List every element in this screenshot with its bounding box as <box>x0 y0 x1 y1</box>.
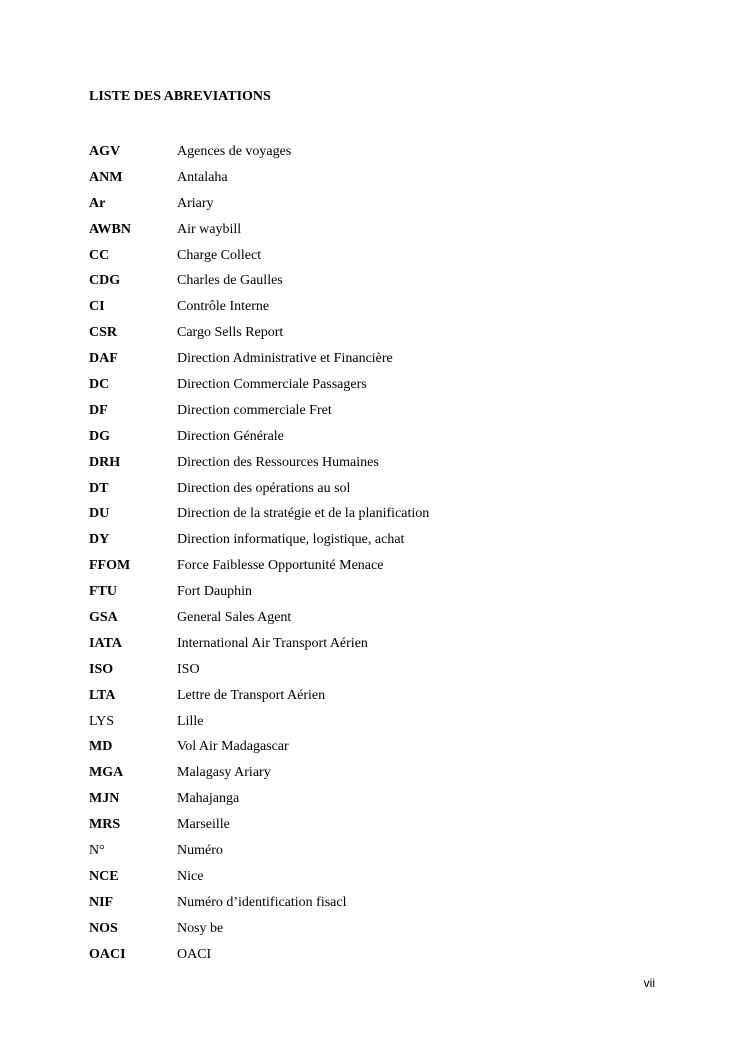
abbreviation-meaning: Nosy be <box>177 920 224 936</box>
abbreviation-code: CC <box>89 247 110 263</box>
abbreviation-meaning: Cargo Sells Report <box>177 325 284 341</box>
abbreviation-meaning: Direction Administrative et Financière <box>177 351 393 367</box>
abbreviation-meaning: Direction Générale <box>177 428 284 444</box>
abbreviation-code: DY <box>89 532 110 548</box>
abbreviation-meaning: Lettre de Transport Aérien <box>177 687 326 703</box>
abbreviation-meaning: Numéro <box>177 842 223 858</box>
abbreviation-meaning: Contrôle Interne <box>177 299 270 315</box>
abbreviation-meaning: General Sales Agent <box>177 609 292 625</box>
abbreviation-meaning: Direction de la stratégie et de la planification <box>177 506 430 522</box>
abbreviation-meaning: Ariary <box>177 195 214 211</box>
abbreviation-row <box>89 139 689 165</box>
abbreviation-row <box>89 424 689 450</box>
abbreviation-code: MRS <box>89 817 121 833</box>
abbreviation-row <box>89 709 689 735</box>
abbreviation-row <box>89 579 689 605</box>
abbreviation-meaning: Marseille <box>177 817 230 833</box>
abbreviation-code: LYS <box>89 713 115 729</box>
abbreviation-row <box>89 346 689 372</box>
abbreviation-meaning: Lille <box>177 713 204 729</box>
abbreviation-row <box>89 165 689 191</box>
abbreviation-row <box>89 527 689 553</box>
abbreviation-row <box>89 553 689 579</box>
abbreviation-meaning: Direction des opérations au sol <box>177 480 351 496</box>
abbreviation-code: AGV <box>89 143 121 159</box>
abbreviation-meaning: Direction commerciale Fret <box>177 402 332 418</box>
abbreviation-code: FTU <box>89 584 117 600</box>
abbreviation-code: DU <box>89 506 110 522</box>
abbreviation-code: CI <box>89 299 105 315</box>
page-number: vii <box>643 976 655 990</box>
abbreviation-meaning: Direction Commerciale Passagers <box>177 376 367 392</box>
abbreviation-code: LTA <box>89 687 116 703</box>
abbreviation-row <box>89 890 689 916</box>
abbreviation-meaning: Malagasy Ariary <box>177 765 271 781</box>
abbreviation-row <box>89 372 689 398</box>
abbreviation-row <box>89 786 689 812</box>
abbreviation-meaning: Mahajanga <box>177 791 240 807</box>
abbreviation-code: DAF <box>89 351 118 367</box>
abbreviation-meaning: Fort Dauphin <box>177 584 253 600</box>
abbreviation-code: N° <box>89 842 105 858</box>
abbreviation-meaning: Charles de Gaulles <box>177 273 283 289</box>
abbreviation-row <box>89 942 689 968</box>
abbreviation-row <box>89 812 689 838</box>
abbreviation-code: GSA <box>89 609 118 625</box>
abbreviation-meaning: ISO <box>177 661 200 677</box>
abbreviation-code: MGA <box>89 765 124 781</box>
abbreviation-code: DC <box>89 376 110 392</box>
abbreviation-row <box>89 838 689 864</box>
abbreviation-code: FFOM <box>89 558 131 574</box>
abbreviation-meaning: Numéro d’identification fisacl <box>177 894 347 910</box>
abbreviation-code: MJN <box>89 791 120 807</box>
abbreviation-code: DF <box>89 402 108 418</box>
abbreviation-code: MD <box>89 739 113 755</box>
abbreviation-meaning: Agences de voyages <box>177 143 292 159</box>
abbreviation-row <box>89 320 689 346</box>
abbreviation-code: Ar <box>89 195 106 211</box>
abbreviation-meaning: Direction des Ressources Humaines <box>177 454 379 470</box>
abbreviation-row <box>89 760 689 786</box>
abbreviation-row <box>89 398 689 424</box>
abbreviation-code: NCE <box>89 868 119 884</box>
abbreviation-row <box>89 217 689 243</box>
page-title: LISTE DES ABREVIATIONS <box>89 89 271 104</box>
abbreviation-code: NOS <box>89 920 118 936</box>
abbreviation-meaning: Air waybill <box>177 221 242 237</box>
abbreviation-meaning: OACI <box>177 946 212 962</box>
abbreviation-code: CDG <box>89 273 121 289</box>
abbreviation-row <box>89 191 689 217</box>
abbreviation-row <box>89 476 689 502</box>
abbreviation-row <box>89 631 689 657</box>
abbreviation-code: ISO <box>89 661 114 677</box>
abbreviation-meaning: Charge Collect <box>177 247 262 263</box>
abbreviation-row <box>89 450 689 476</box>
abbreviation-meaning: Antalaha <box>177 169 228 185</box>
abbreviation-row <box>89 683 689 709</box>
abbreviation-meaning: Force Faiblesse Opportunité Menace <box>177 558 384 574</box>
abbreviation-code: DT <box>89 480 109 496</box>
abbreviation-code: NIF <box>89 894 114 910</box>
abbreviation-code: DRH <box>89 454 121 470</box>
abbreviation-code: CSR <box>89 325 118 341</box>
abbreviation-code: AWBN <box>89 221 132 237</box>
abbreviation-row <box>89 916 689 942</box>
abbreviation-row <box>89 243 689 269</box>
abbreviation-meaning: Vol Air Madagascar <box>177 739 289 755</box>
abbreviation-list <box>89 139 689 968</box>
abbreviation-row <box>89 657 689 683</box>
abbreviation-row <box>89 294 689 320</box>
abbreviation-row <box>89 734 689 760</box>
abbreviation-row <box>89 864 689 890</box>
abbreviation-meaning: Direction informatique, logistique, achat <box>177 532 405 548</box>
abbreviation-code: DG <box>89 428 110 444</box>
abbreviation-row <box>89 501 689 527</box>
abbreviation-meaning: International Air Transport Aérien <box>177 635 368 651</box>
abbreviation-meaning: Nice <box>177 868 204 884</box>
abbreviation-row <box>89 268 689 294</box>
abbreviation-row <box>89 605 689 631</box>
abbreviation-code: IATA <box>89 635 122 651</box>
abbreviation-code: OACI <box>89 946 126 962</box>
abbreviation-code: ANM <box>89 169 123 185</box>
